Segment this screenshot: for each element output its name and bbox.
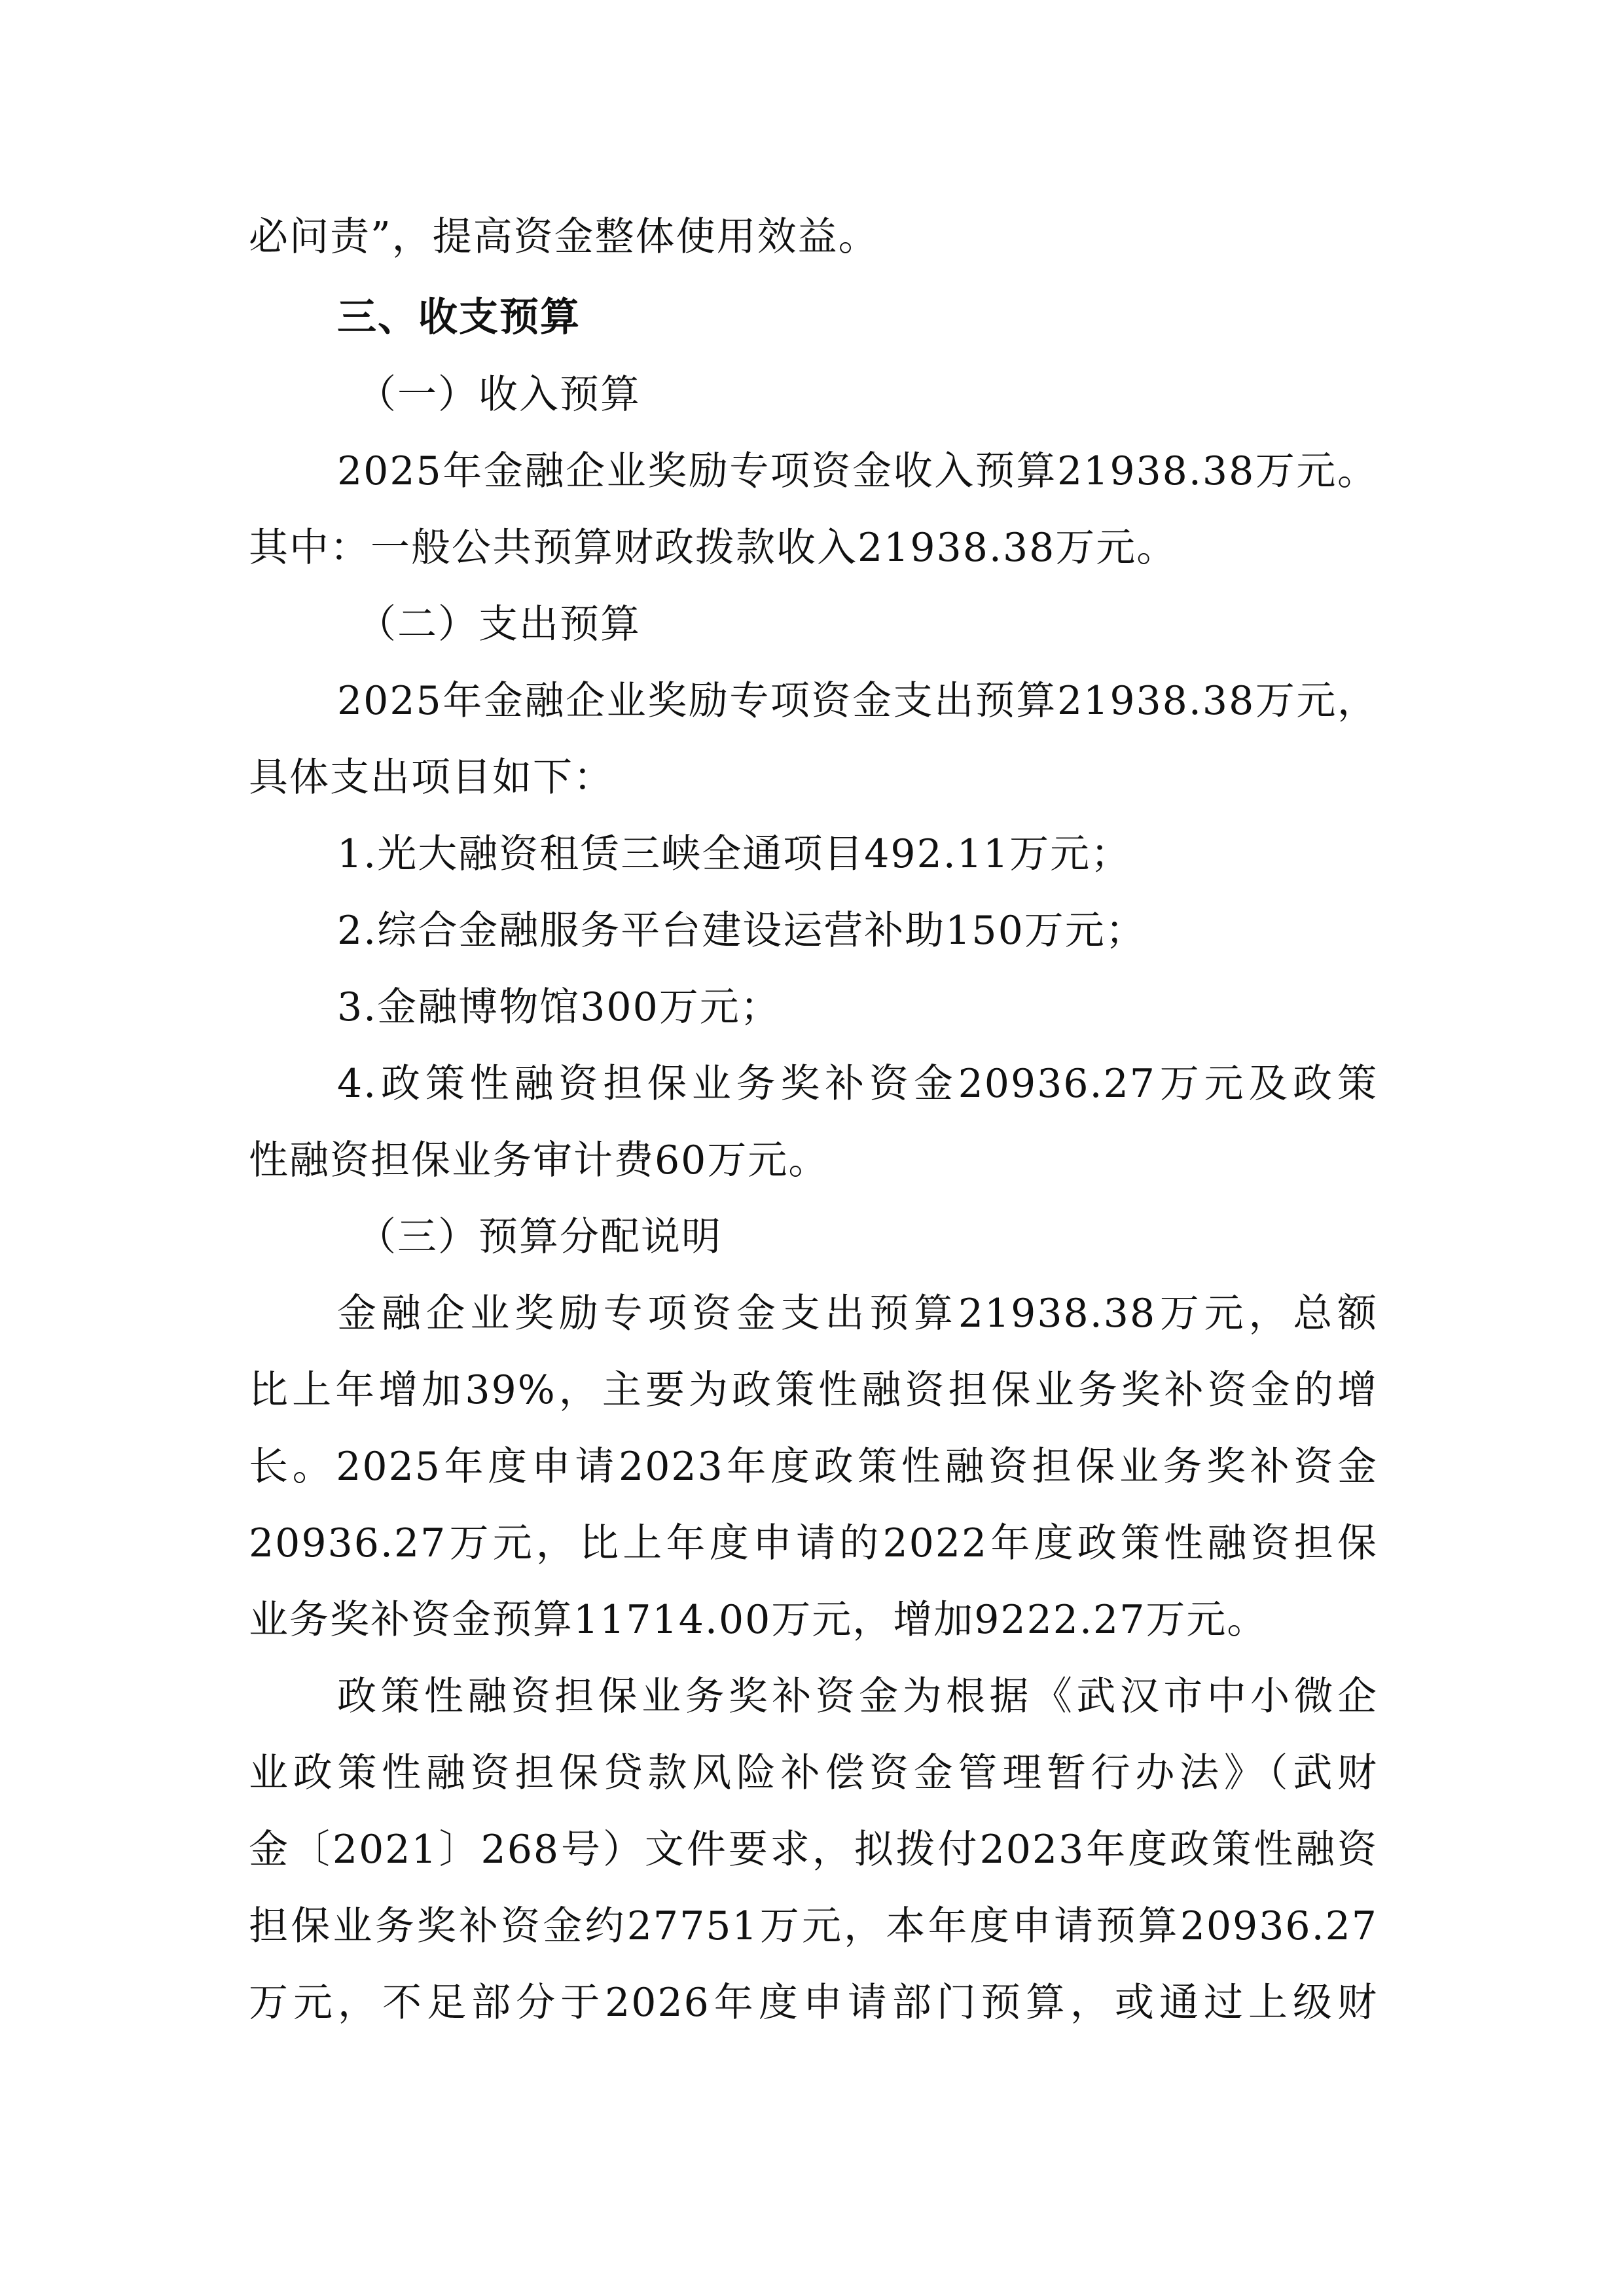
- body-text-line: 金〔2021〕268号）文件要求，拟拨付2023年度政策性融资: [249, 1827, 1378, 1873]
- body-text-line: 长。2025年度申请2023年度政策性融资担保业务奖补资金: [249, 1444, 1378, 1490]
- list-item: 4.政策性融资担保业务奖补资金20936.27万元及政策: [337, 1061, 1378, 1107]
- body-text-line: 20936.27万元，比上年度申请的2022年度政策性融资担保: [249, 1520, 1378, 1566]
- subsection-heading: （一）收入预算: [357, 372, 641, 418]
- subsection-heading: （二）支出预算: [357, 601, 641, 647]
- list-item: 2.综合金融服务平台建设运营补助150万元；: [337, 908, 1146, 954]
- body-text-line: 2025年金融企业奖励专项资金收入预算21938.38万元。: [337, 448, 1378, 494]
- list-item: 3.金融博物馆300万元；: [337, 984, 781, 1030]
- body-text-line: 业务奖补资金预算11714.00万元，增加9222.27万元。: [249, 1597, 1268, 1643]
- body-text-line: 2025年金融企业奖励专项资金支出预算21938.38万元，: [337, 678, 1378, 724]
- body-text-line: 金融企业奖励专项资金支出预算21938.38万元，总额: [337, 1291, 1378, 1336]
- body-text-line: 其中：一般公共预算财政拨款收入21938.38万元。: [249, 525, 1178, 571]
- list-item-continued: 性融资担保业务审计费60万元。: [249, 1138, 829, 1183]
- subsection-heading: （三）预算分配说明: [357, 1214, 722, 1260]
- body-text-line: 万元，不足部分于2026年度申请部门预算，或通过上级财: [249, 1980, 1378, 2026]
- section-heading: 三、收支预算: [337, 295, 581, 340]
- body-text-line: 担保业务奖补资金约27751万元，本年度申请预算20936.27: [249, 1903, 1378, 1949]
- body-text-line: 业政策性融资担保贷款风险补偿资金管理暂行办法》（武财: [249, 1750, 1378, 1796]
- body-text-line: 必问责”，提高资金整体使用效益。: [249, 214, 879, 260]
- list-item: 1.光大融资租赁三峡全通项目492.11万元；: [337, 831, 1132, 877]
- body-text-line: 比上年增加39%，主要为政策性融资担保业务奖补资金的增: [249, 1367, 1378, 1413]
- body-text-line: 政策性融资担保业务奖补资金为根据《武汉市中小微企: [337, 1674, 1378, 1719]
- body-text-line: 具体支出项目如下：: [249, 755, 614, 800]
